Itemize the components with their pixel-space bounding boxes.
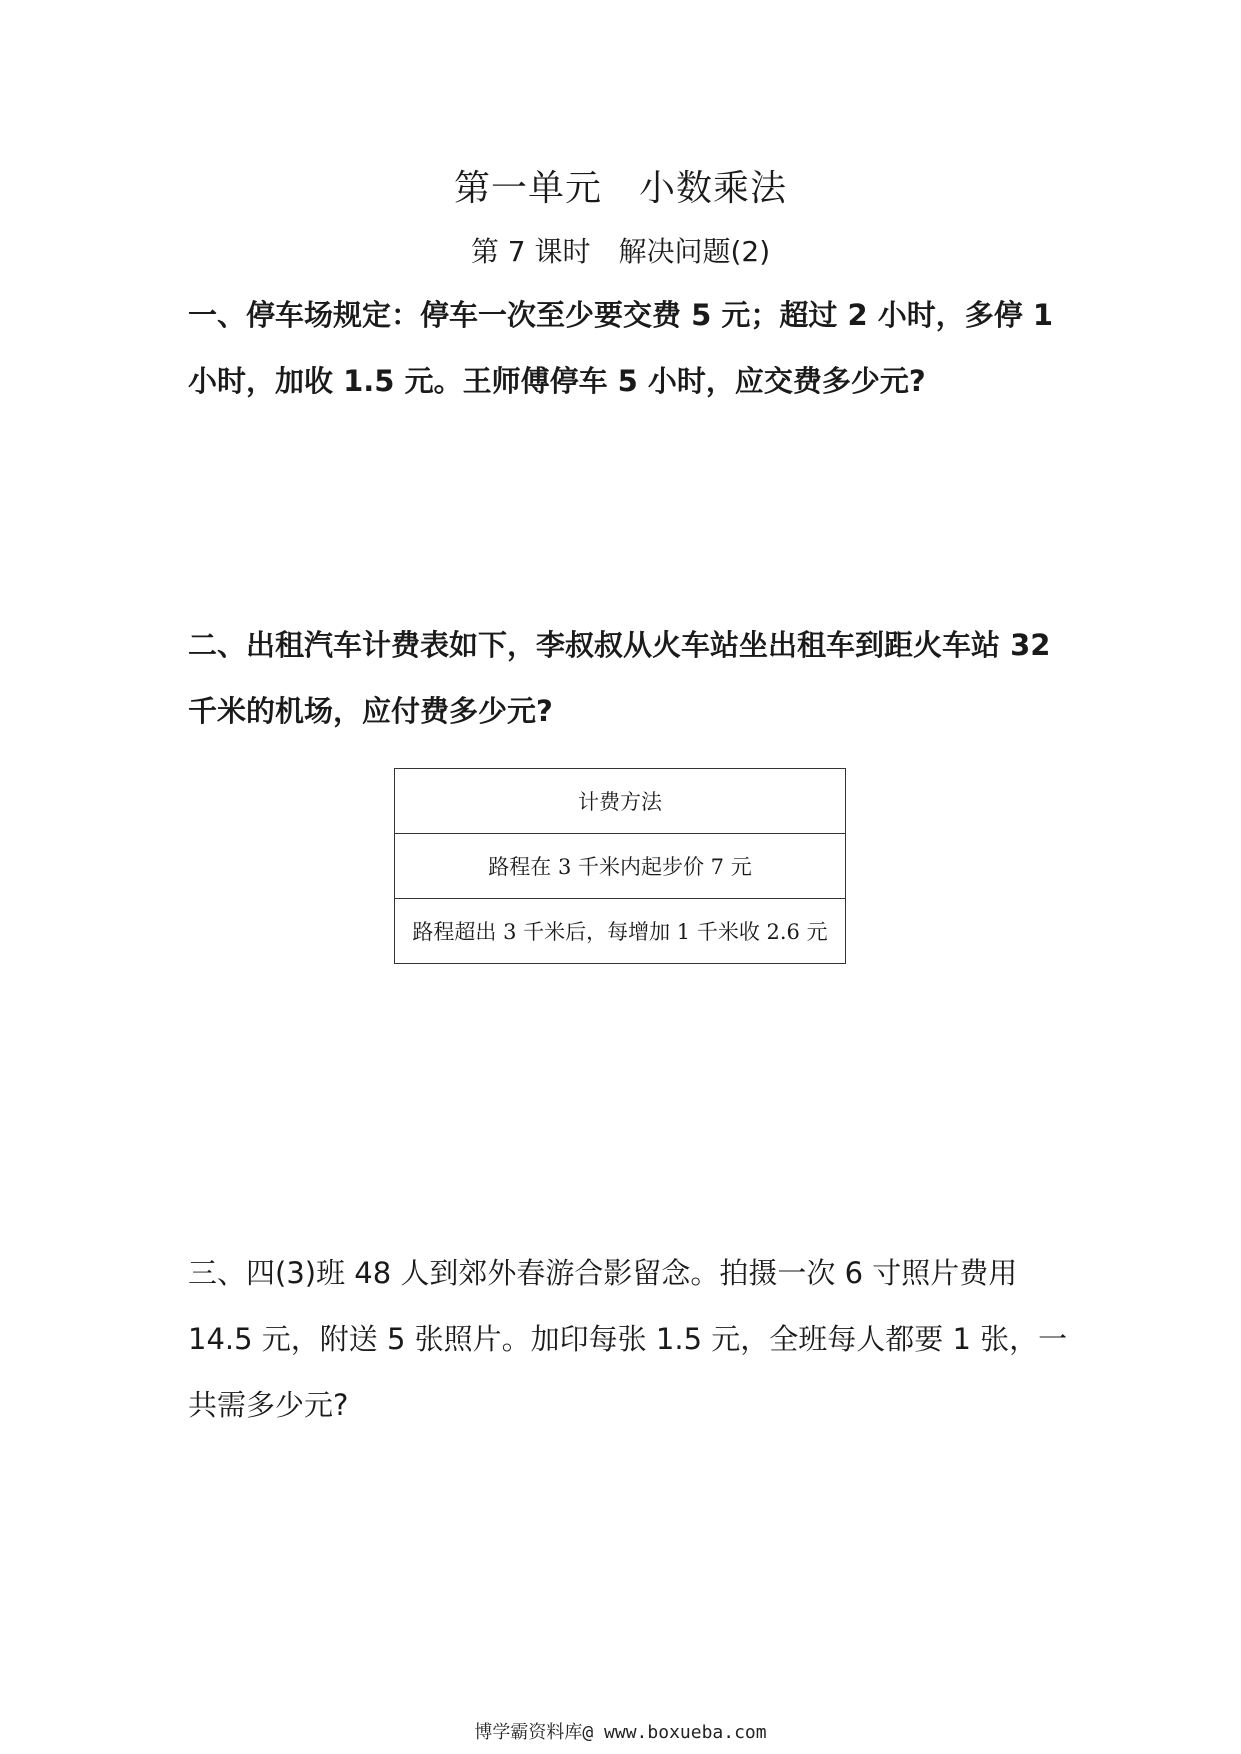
question-1: 一、停车场规定：停车一次至少要交费 5 元；超过 2 小时，多停 1 小时，加收 1.5 元。王师傅停车 5 小时，应交费多少元? (188, 298, 1054, 398)
fee-table (394, 768, 846, 964)
fee-table-row (395, 899, 846, 964)
question-3: 三、四(3)班 48 人到郊外春游合影留念。拍摄一次 6 寸照片费用 14.5 元，附送 5 张照片。加印每张 1.5 元，全班每人都要 1 张，一共需多少元? (188, 1256, 1068, 1422)
fee-table-header-row (395, 769, 846, 834)
footer-watermark: 博学霸资料库@ www.boxueba.com (474, 1722, 767, 1743)
fee-table-cell: 路程在 3 千米内起步价 7 元 (395, 834, 846, 899)
lesson-title: 第 7 课时 解决问题(2) (470, 235, 771, 268)
unit-title: 第一单元 小数乘法 (453, 168, 787, 209)
fee-table-header: 计费方法 (395, 769, 846, 834)
question-2: 二、出租汽车计费表如下，李叔叔从火车站坐出租车到距火车站 32 千米的机场，应付费多少元? (188, 628, 1051, 728)
fee-table-cell: 路程超出 3 千米后，每增加 1 千米收 2.6 元 (395, 899, 846, 964)
fee-table-row (395, 834, 846, 899)
